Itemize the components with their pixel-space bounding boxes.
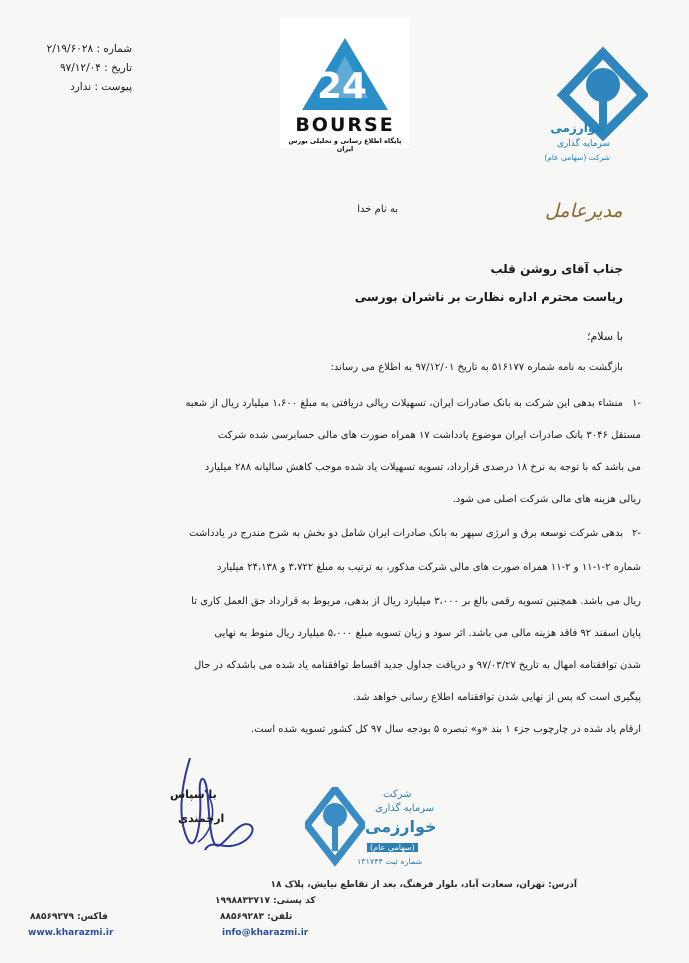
company-stamp bbox=[305, 785, 455, 880]
bourse-mark: 24 bbox=[316, 66, 368, 107]
greeting: با سلام؛ bbox=[587, 330, 623, 343]
footer-address: آدرس: تهران، سعادت آباد، بلوار فرهنگ، بعد از تقاطع نیایش، پلاک ۱۸ bbox=[270, 880, 577, 890]
body-intro: بازگشت به نامه شماره ۵۱۶۱۷۷ به تاریخ ۹۷/۱۲/۰۱ به اطلاع می رساند: bbox=[330, 362, 623, 373]
company-line3: شرکت (سهامی عام) bbox=[544, 153, 610, 162]
item2-line: بدهی شرکت توسعه برق و انرژی سپهر به بانک صادرات ایران شامل دو بخش به شرح مندرج در یادداشت bbox=[189, 528, 623, 539]
kharazmi-logo bbox=[533, 45, 648, 195]
stamp-line1: شرکت bbox=[383, 789, 412, 800]
stamp-emblem-icon bbox=[305, 787, 365, 877]
item2-line: شدن توافقنامه امهال به تاریخ ۹۷/۰۳/۲۷ و دریافت جداول جدید اقساط توافقنامه یاد شده می باشدکه در حال bbox=[193, 660, 641, 671]
signature-name: ارجمندی bbox=[178, 812, 225, 825]
footer-fax: فاکس: ۸۸۵۶۹۲۷۹ bbox=[30, 912, 108, 922]
letter-attachment: پیوست : ندارد bbox=[70, 81, 132, 93]
bourse-subtitle: پایگاه اطلاع رسانی و تحلیلی بورس ایران bbox=[288, 137, 402, 153]
stamp-line3: خوارزمی bbox=[365, 817, 437, 836]
stamp-line2: سرمایه گذاری bbox=[375, 803, 435, 814]
stamp-line4: (سهامی عام) bbox=[367, 843, 418, 852]
signature-thanks: با سپاس bbox=[170, 788, 217, 801]
item1-line: ریالی هزینه های مالی شرکت اصلی می شود. bbox=[452, 494, 641, 505]
company-line2: سرمایه گذاری bbox=[556, 139, 610, 149]
handwritten-signature-icon bbox=[150, 750, 270, 860]
ceo-title: مدیرعامل bbox=[545, 200, 623, 222]
bismillah: به نام خدا bbox=[357, 204, 398, 215]
item1-line: مستقل ۳۰۴۶ بانک صادرات ایران موضوع یادداشت ۱۷ همراه صورت های مالی حسابرسی شده شرکت bbox=[217, 430, 641, 441]
item1-number: ۱- bbox=[632, 398, 641, 409]
recipient-name: جناب آقای روشن قلب bbox=[490, 262, 623, 276]
recipient-title: ریاست محترم اداره نظارت بر ناشران بورسی bbox=[354, 290, 623, 304]
closing-line: ارقام یاد شده در چارچوب جزء ۱ بند «و» تبصره ۵ بودجه سال ۹۷ کل کشور تسویه شده است. bbox=[250, 724, 641, 735]
item1-line: منشاء بدهی این شرکت به بانک صادرات ایران، تسهیلات ریالی دریافتی به مبلغ ۱،۶۰۰ میلیارد ریال از شعبه bbox=[185, 398, 623, 409]
bourse24-logo bbox=[280, 18, 410, 153]
item2-number: ۲- bbox=[632, 528, 641, 539]
letter-date: تاریخ : ۹۷/۱۲/۰۴ bbox=[59, 62, 132, 74]
item2-line: ریال می باشد. همچنین تسویه رقمی بالغ بر ۳،۰۰۰ میلیارد ریال از بدهی، مربوط به قرارداد حق العمل کاری تا bbox=[191, 596, 641, 607]
letter-number: شماره : ۲/۱۹/۶۰۲۸ bbox=[46, 43, 132, 55]
item1-line: می باشد که با توجه به نرخ ۱۸ درصدی قرارداد، تسویه تسهیلات یاد شده موجب کاهش سالیانه ۲۸۸ میلیارد bbox=[204, 462, 641, 473]
item2-line: پیگیری است که پس از نهایی شدن توافقنامه اطلاع رسانی خواهد شد. bbox=[352, 692, 641, 703]
footer-postal: کد پستی: ۱۹۹۸۸۳۳۷۱۷ bbox=[215, 896, 316, 906]
bourse-word: BOURSE bbox=[295, 114, 395, 136]
footer-phone: تلفن: ۸۸۵۶۹۲۸۳ bbox=[220, 912, 293, 922]
kharazmi-emblem-icon bbox=[533, 45, 648, 195]
footer-email[interactable]: info@kharazmi.ir bbox=[222, 928, 309, 938]
company-name: خوارزمی bbox=[550, 121, 604, 135]
item2-line: شماره ۲-۱-۱۱ و ۲-۱۱ همراه صورت های مالی شرکت مذکور، به ترتیب به مبلغ ۳،۷۲۲ و ۲۴،۱۳۸ میلیارد bbox=[217, 562, 641, 573]
stamp-reg: شماره ثبت ۱۳۱۷۴۴ bbox=[357, 857, 423, 866]
footer-website[interactable]: www.kharazmi.ir bbox=[28, 928, 114, 938]
bourse-triangle-icon bbox=[280, 18, 410, 118]
item2-line: پایان اسفند ۹۲ فاقد هزینه مالی می باشد. اثر سود و زیان تسویه مبلغ ۵،۰۰۰ میلیارد ریال منوط به نهایی bbox=[214, 628, 641, 639]
letter-meta bbox=[22, 40, 132, 97]
